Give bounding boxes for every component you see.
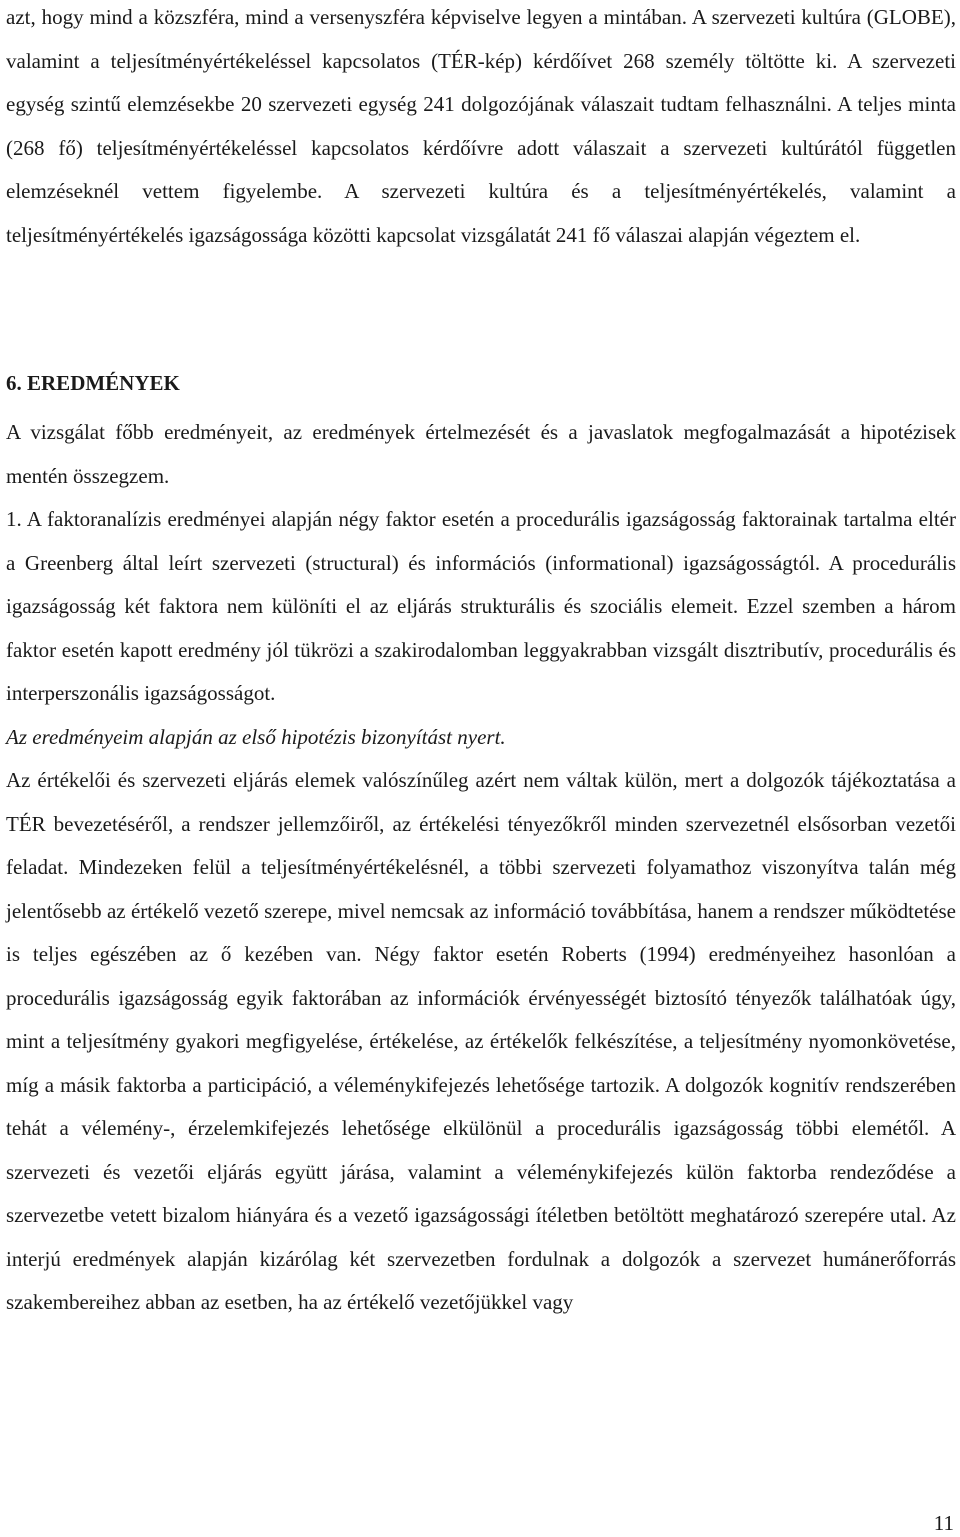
section-title-rest: REDMÉNYEK [41, 371, 180, 395]
hypothesis-note: Az eredményeim alapján az első hipotézis bizonyítást nyert. [6, 724, 506, 749]
section-title [27, 371, 180, 395]
results-body [6, 411, 956, 1325]
result-1-paragraph: 1. A faktoranalízis eredményei alapján négy faktor esetén a procedurális igazságosság faktorainak tartalma eltér a Greenberg által leírt szervezeti (structural) és információs (informational) igazságosságtól. A procedurális igazságosság két faktora nem különíti el az eljárás strukturális és szociális elemeit. Ezzel szemben a három faktor esetén kapott eredmény jól tükrözi a szakirodalomban leggyakrabban vizsgált disztributív, procedurális és interperszonális igazságosságot. [6, 507, 956, 705]
page-number: 11 [933, 1511, 954, 1535]
section-heading [6, 362, 180, 406]
discussion-paragraph: Az értékelői és szervezeti eljárás elemek valószínűleg azért nem váltak külön, mert a dolgozók tájékoztatása a TÉR bevezetéséről, a rendszer jellemzőiről, az értékelési tényezőkről minden szervezetnél elsősorban vezetői feladat. Mindezeken felül a teljesítményértékelésnél, a többi szervezeti folyamathoz viszonyítva talán még jelentősebb az értékelő vezető szerepe, mivel nemcsak az információ továbbítása, hanem a rendszer működtetése is teljes egészében az ő kezében van. Négy faktor esetén Roberts (1994) eredményeihez hasonlóan a procedurális igazságosság egyik faktorában az információk érvényességét biztosító tényezők találhatóak úgy, mint a teljesítmény gyakori megfigyelése, értékelése, az értékelők felkészítése, a teljesítmény nyomonkövetése, míg a másik faktorba a participáció, a véleménykifejezés lehetősége tartozik. A dolgozók kognitív rendszerében tehát a vélemény-, érzelemkifejezés lehetősége elkülönül a procedurális igazságosság többi elemétől. A szervezeti és vezetői eljárás együtt járása, valamint a véleménykifejezés külön faktorba rendeződése a szervezetbe vetett bizalom hiányára és a vezető igazságossági ítéletben betöltött meghatározó szerepére utal. Az interjú eredmények alapján kizárólag két szervezetben fordulnak a dolgozók a szervezet humánerőforrás szakembereihez abban az esetben, ha az értékelő vezetőjükkel vagy [6, 768, 956, 1314]
section-intro-paragraph: A vizsgálat főbb eredményeit, az eredmények értelmezését és a javaslatok megfogalmazását a hipotézisek mentén összegzem. [6, 420, 956, 488]
intro-paragraph: azt, hogy mind a közszféra, mind a versenyszféra képviselve legyen a mintában. A szervezeti kultúra (GLOBE), valamint a teljesítményértékeléssel kapcsolatos (TÉR-kép) kérdőívet 268 személy töltötte ki. A szervezeti egység szintű elemzésekbe 20 szervezeti egység 241 dolgozójának válaszait tudtam felhasználni. A teljes minta (268 fő) teljesítményértékeléssel kapcsolatos kérdőívre adott válaszait a szervezeti kultúrától független elemzéseknél vettem figyelembe. A szervezeti kultúra és a teljesítményértékelés, valamint a teljesítményértékelés igazságossága közötti kapcsolat vizsgálatát 241 fő válaszai alapján végeztem el. [6, 5, 956, 247]
section-title-first-letter: E [27, 371, 42, 395]
section-number: 6. [6, 371, 22, 395]
